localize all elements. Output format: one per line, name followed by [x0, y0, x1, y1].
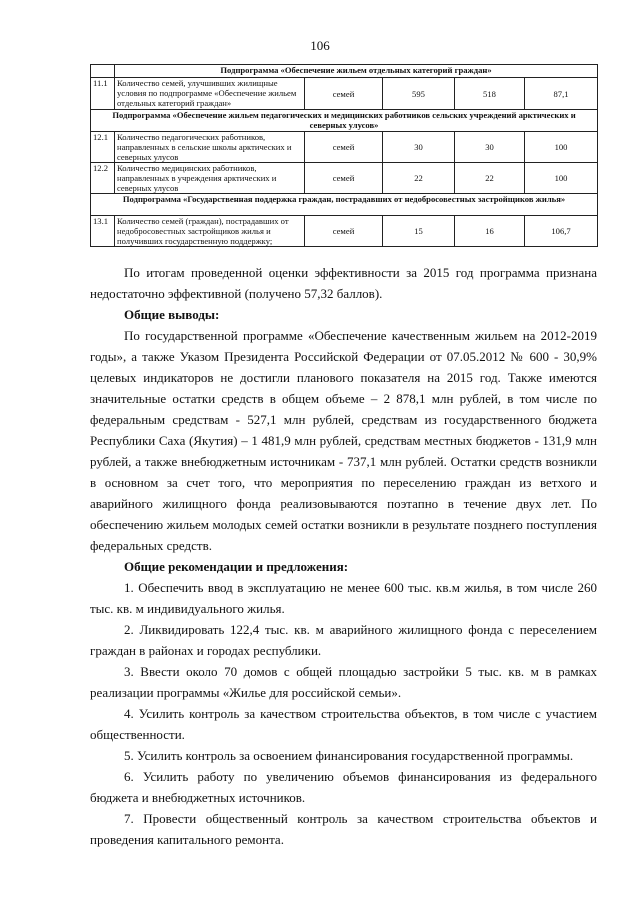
table-row	[91, 163, 598, 194]
row-number: 11.1	[91, 78, 115, 110]
indicator-name: Количество педагогических работников, направленных в сельские школы арктических и северных улусов	[115, 132, 305, 163]
percent-value: 100	[525, 163, 598, 194]
body-text	[90, 262, 597, 850]
table-row	[91, 132, 598, 163]
planned-value: 22	[383, 163, 455, 194]
evaluation-paragraph: По итогам проведенной оценки эффективности за 2015 год программа признана недостаточно эффективной (получено 57,32 баллов).	[90, 265, 597, 301]
planned-value: 595	[383, 78, 455, 110]
unit-cell: семей	[305, 132, 383, 163]
row-number: 12.1	[91, 132, 115, 163]
planned-value: 30	[383, 132, 455, 163]
actual-value: 30	[455, 132, 525, 163]
table-row	[91, 78, 598, 110]
section-header-row	[91, 65, 598, 78]
page-number: 106	[310, 38, 330, 53]
table-row	[91, 216, 598, 247]
actual-value: 22	[455, 163, 525, 194]
recommendation-item: 1. Обеспечить ввод в эксплуатацию не менее 600 тыс. кв.м жилья, в том числе 260 тыс. кв. м индивидуального жилья.	[90, 580, 597, 616]
section-title: Подпрограмма «Обеспечение жильем педагогических и медицинских работников сельских учреждений арктических и северных улусов»	[91, 110, 598, 132]
planned-value: 15	[383, 216, 455, 247]
actual-value: 518	[455, 78, 525, 110]
unit-cell: семей	[305, 163, 383, 194]
conclusions-heading: Общие выводы:	[124, 307, 220, 322]
recommendation-item: 3. Ввести около 70 домов с общей площадью застройки 5 тыс. кв. м в рамках реализации программы «Жилье для российской семьи».	[90, 664, 597, 700]
unit-cell: семей	[305, 216, 383, 247]
recommendation-item: 6. Усилить работу по увеличению объемов финансирования из федерального бюджета и внебюджетных источников.	[90, 769, 597, 805]
recommendation-item: 7. Провести общественный контроль за качеством строительства объектов и проведения капитального ремонта.	[90, 811, 597, 847]
section-header-row	[91, 194, 598, 216]
recommendation-item: 4. Усилить контроль за качеством строительства объектов, в том числе с участием общественности.	[90, 706, 597, 742]
actual-value: 16	[455, 216, 525, 247]
indicator-name: Количество семей (граждан), пострадавших от недобросовестных застройщиков жилья и получивших государственную поддержку;	[115, 216, 305, 247]
percent-value: 106,7	[525, 216, 598, 247]
percent-value: 100	[525, 132, 598, 163]
recommendation-item: 2. Ликвидировать 122,4 тыс. кв. м аварийного жилищного фонда с переселением граждан в районах и городах республики.	[90, 622, 597, 658]
indicator-name: Количество семей, улучшивших жилищные условия по подпрограмме «Обеспечение жильем отдельных категорий граждан»	[115, 78, 305, 110]
row-number: 12.2	[91, 163, 115, 194]
percent-value: 87,1	[525, 78, 598, 110]
section-header-row	[91, 110, 598, 132]
unit-cell: семей	[305, 78, 383, 110]
indicator-name: Количество медицинских работников, направленных в учреждения арктических и северных улусов	[115, 163, 305, 194]
recommendations-heading: Общие рекомендации и предложения:	[124, 559, 349, 574]
conclusions-paragraph: По государственной программе «Обеспечение качественным жильем на 2012-2019 годы», а также Указом Президента Российской Федерации от 07.05.2012 № 600 - 30,9% целевых индикаторов не достигли планового показателя на 2015 год. Также имеются значительные остатки средств в общем объеме – 2 878,1 млн рублей, в том числе по федеральным средствам - 527,1 млн рублей, средствам из государственного бюджета Республики Саха (Якутия) – 1 481,9 млн рублей, средствам местных бюджетов - 131,9 млн рублей, а также внебюджетным источникам - 737,1 млн рублей. Остатки средств возникли в основном за счет того, что мероприятия по переселению граждан из ветхого и аварийного жилищного фонда реализовываются поэтапно в течение двух лет. По обеспечению жильем молодых семей остатки возникли в результате позднего поступления федеральных средств.	[90, 328, 597, 553]
row-number: 13.1	[91, 216, 115, 247]
section-title: Подпрограмма «Государственная поддержка граждан, пострадавших от недобросовестных застройщиков жилья»	[91, 194, 598, 216]
recommendation-item: 5. Усилить контроль за освоением финансирования государственной программы.	[124, 748, 574, 763]
section-title: Подпрограмма «Обеспечение жильем отдельных категорий граждан»	[115, 65, 598, 78]
indicators-table	[90, 64, 598, 247]
